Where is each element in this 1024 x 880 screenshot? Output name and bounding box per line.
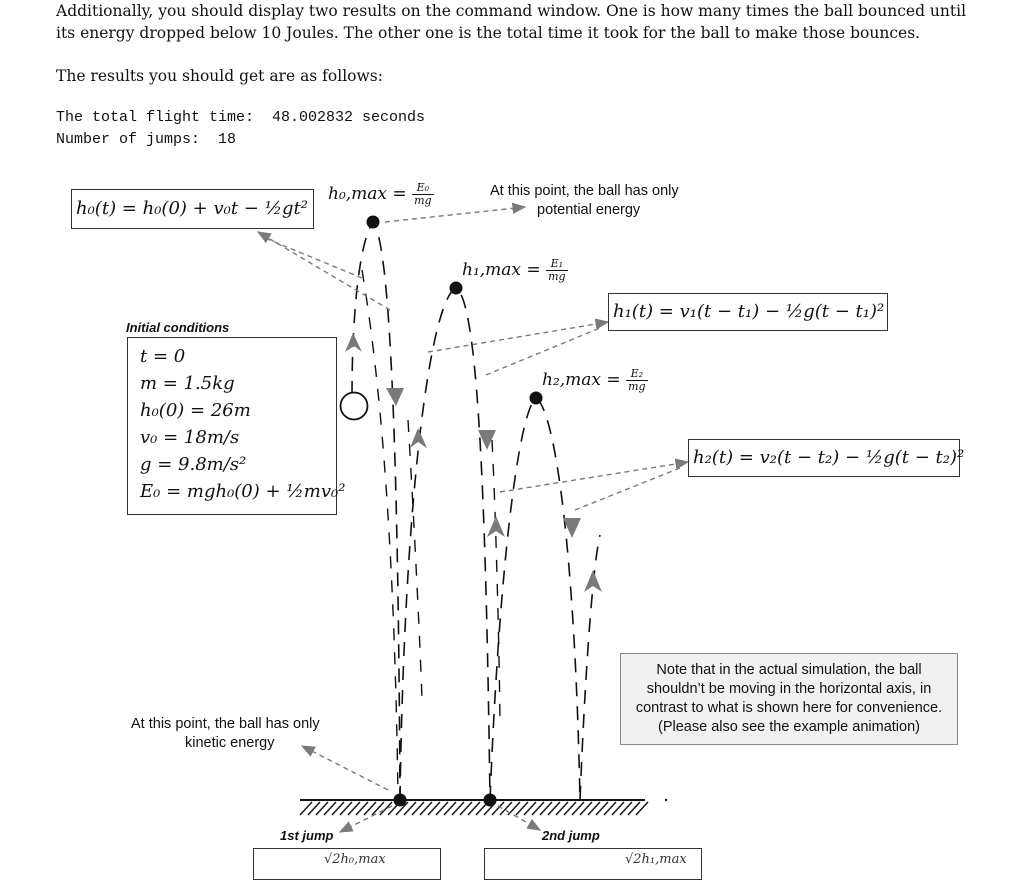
bottom-box-left [253,848,441,880]
ic-t: t = 0 [140,346,186,367]
kinetic-energy-line-1: At this point, the ball has only [131,716,320,732]
ic-e0: E₀ = mgh₀(0) + ½mv₀² [140,481,346,502]
note-line-1: Note that in the actual simulation, the ball [656,662,922,678]
ball-bounce-2 [484,794,497,807]
first-jump-label: 1st jump [280,828,334,843]
h1-equation: h₁(t) = v₁(t − t₁) − ½g(t − t₁)² [613,301,885,322]
kinetic-energy-line-2: kinetic energy [185,735,275,751]
h1max-label [462,258,568,283]
trajectories [352,222,600,800]
potential-energy-line-1: At this point, the ball has only [490,183,679,199]
h2-equation: h₂(t) = v₂(t − t₂) − ½g(t − t₂)² [693,447,965,468]
h0-equation-box [71,189,314,229]
h0max-lhs: h₀,max = [328,184,407,204]
bottom-fragment-left: √2h₀,max [324,852,386,867]
h2max-num: E₂ [626,368,647,381]
intro-line-1: Additionally, you should display two results on the command window. One is how many times the ball bounced until [56,2,967,20]
h1max-den: mg [548,270,566,283]
trajectory-1 [352,222,400,800]
note-box [620,653,958,745]
h2max-lhs: h₂,max = [542,370,621,390]
h1max-lhs: h₁,max = [462,260,541,280]
h1max-num: E₁ [546,258,567,271]
note-line-4: (Please also see the example animation) [658,719,920,735]
h2max-den: mg [628,380,646,393]
ic-g: g = 9.8m/s² [140,454,247,475]
h1-equation-box [608,293,888,331]
initial-conditions-box [127,337,346,515]
intro-line-2: its energy dropped below 10 Joules. The other one is the total time it took for the ball to make those bounces. [56,24,921,42]
second-jump-label: 2nd jump [542,828,600,843]
results-heading: The results you should get are as follows: [56,67,383,85]
h0max-den: mg [414,194,432,207]
initial-conditions-title: Initial conditions [126,320,230,335]
note-line-3: contrast to what is shown here for convenience. [635,700,943,716]
potential-energy-line-2: potential energy [537,202,641,218]
ball-peak-0 [367,216,380,229]
ic-v0: v₀ = 18m/s [140,427,240,448]
ball-peak-1 [450,282,463,295]
ball-initial [341,393,368,420]
h0-equation: h₀(t) = h₀(0) + v₀t − ½gt² [76,198,309,219]
ground [300,799,667,815]
bottom-box-right [484,848,702,880]
trajectory-3 [490,398,580,800]
note-line-2: shouldn’t be moving in the horizontal axis, in [646,681,932,697]
ic-m: m = 1.5kg [140,373,235,394]
output-flight-time: The total flight time: 48.002832 seconds [56,109,426,126]
trajectory-4 [580,535,600,800]
h2max-label [542,368,648,393]
output-jumps: Number of jumps: 18 [56,131,237,148]
ball-peak-2 [530,392,543,405]
h0max-num: E₀ [412,182,433,195]
h0max-label [328,182,434,207]
trajectory-2 [400,288,490,800]
bottom-fragment-right: √2h₁,max [625,852,687,867]
ball-bounce-1 [394,794,407,807]
ic-h0: h₀(0) = 26m [140,400,251,421]
h2-equation-box [688,439,965,477]
